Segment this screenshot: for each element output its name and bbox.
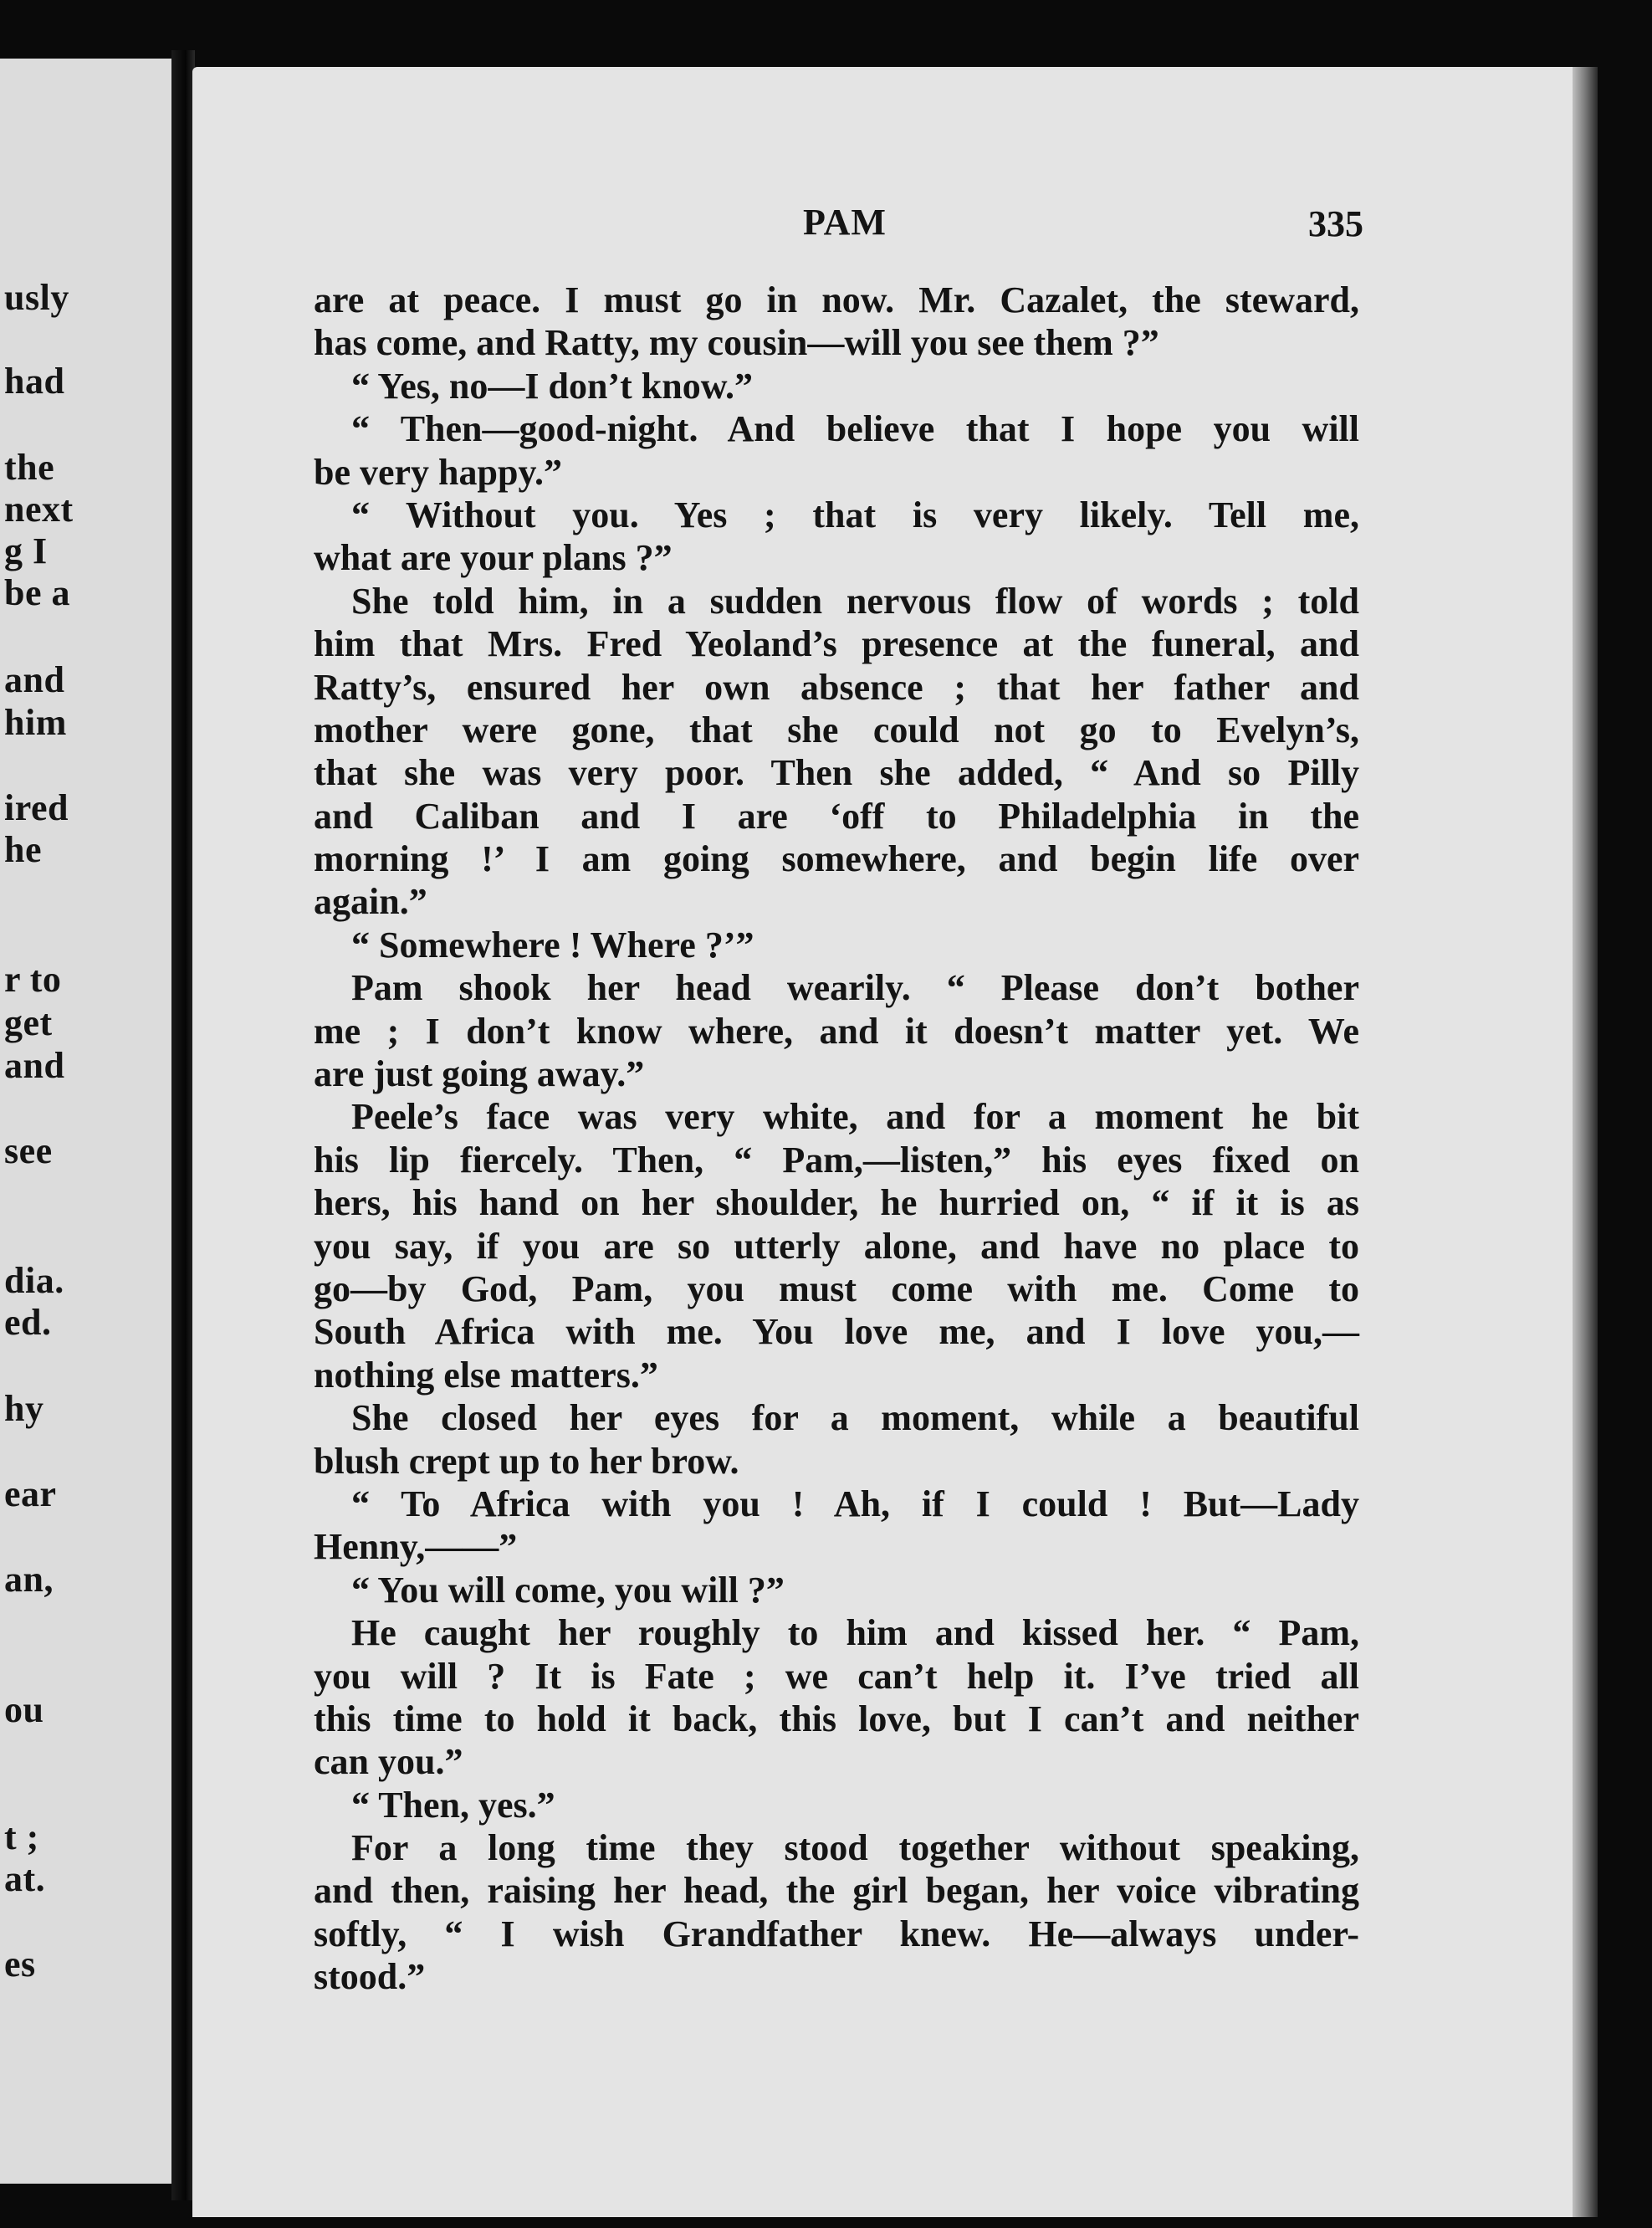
text-line: He caught her roughly to him and kissed her. “ Pam, [351, 1612, 1359, 1654]
left-page-fragment: the [4, 447, 55, 488]
left-page-fragment: an, [4, 1559, 54, 1600]
text-line: Ratty’s, ensured her own absence ; that her father and [314, 666, 1359, 708]
text-line: him that Mrs. Fred Yeoland’s presence at the funeral, and [314, 623, 1359, 665]
text-line: Henny,——” [314, 1526, 518, 1568]
text-line: you will ? It is Fate ; we can’t help it. I’ve tried all [314, 1655, 1359, 1697]
running-title: PAM [803, 202, 887, 243]
text-line: and then, raising her head, the girl began, her voice vibrating [314, 1870, 1359, 1912]
text-line: “ To Africa with you ! Ah, if I could ! But—Lady [351, 1483, 1359, 1524]
text-line: again.” [314, 881, 427, 923]
text-line: For a long time they stood together without speaking, [351, 1827, 1359, 1869]
left-page-fragment: him [4, 702, 67, 743]
facing-page-left [0, 59, 176, 2184]
text-line: this time to hold it back, this love, but I can’t and neither [314, 1698, 1359, 1739]
text-line: “ Somewhere ! Where ?’” [351, 924, 754, 965]
left-page-fragment: ear [4, 1473, 57, 1514]
left-page-fragment: ed. [4, 1302, 52, 1343]
text-line: South Africa with me. You love me, and I love you,— [314, 1311, 1359, 1353]
left-page-fragment: see [4, 1130, 53, 1171]
text-line: has come, and Ratty, my cousin—will you see them ?” [314, 322, 1159, 364]
text-line: hers, his hand on her shoulder, he hurried on, “ if it is as [314, 1182, 1359, 1224]
text-line: mother were gone, that she could not go to Evelyn’s, [314, 709, 1359, 750]
book-gutter [171, 50, 195, 2200]
text-line: “ You will come, you will ?” [351, 1569, 785, 1611]
text-line: “ Then, yes.” [351, 1784, 555, 1826]
text-line: go—by God, Pam, you must come with me. Come to [314, 1268, 1359, 1309]
body-text [314, 279, 1359, 1999]
left-page-fragment: had [4, 361, 65, 402]
text-line: his lip fiercely. Then, “ Pam,—listen,” his eyes fixed on [314, 1139, 1359, 1181]
text-line: can you.” [314, 1741, 463, 1783]
text-line: what are your plans ?” [314, 537, 673, 579]
text-line: nothing else matters.” [314, 1354, 658, 1396]
text-line: softly, “ I wish Grandfather knew. He—always under- [314, 1913, 1359, 1954]
text-line: morning !’ I am going somewhere, and begin life over [314, 838, 1359, 880]
left-page-fragment: ou [4, 1689, 44, 1730]
left-page-fragment: ired [4, 787, 69, 828]
text-line: “ Without you. Yes ; that is very likely. Tell me, [351, 494, 1359, 535]
left-page-fragment: es [4, 1944, 36, 1985]
page-edge [1573, 67, 1598, 2217]
text-line: blush crept up to her brow. [314, 1440, 739, 1482]
text-line: be very happy.” [314, 451, 563, 493]
page-header [314, 201, 1363, 251]
text-line: you say, if you are so utterly alone, and have no place to [314, 1225, 1359, 1267]
left-page-fragment: be a [4, 572, 70, 613]
text-line: me ; I don’t know where, and it doesn’t matter yet. We [314, 1010, 1359, 1052]
text-line: “ Yes, no—I don’t know.” [351, 365, 754, 407]
left-page-fragment: he [4, 829, 42, 870]
left-page-fragment: and [4, 659, 65, 700]
text-line: “ Then—good-night. And believe that I hope you will [351, 408, 1359, 450]
left-page-fragment: next [4, 489, 74, 530]
left-page-fragment: g I [4, 530, 48, 571]
text-line: stood.” [314, 1956, 426, 1998]
text-line: and Caliban and I are ‘off to Philadelphia in the [314, 795, 1359, 837]
text-line: Pam shook her head wearily. “ Please don’t bother [351, 967, 1359, 1009]
text-line: that she was very poor. Then she added, “ And so Pilly [314, 752, 1359, 794]
left-page-fragment: hy [4, 1388, 44, 1429]
left-page-fragment: and [4, 1045, 65, 1086]
left-page-fragment: usly [4, 277, 69, 318]
text-line: are at peace. I must go in now. Mr. Cazalet, the steward, [314, 279, 1359, 320]
left-page-fragment: t ; [4, 1816, 39, 1857]
left-page-fragment: at. [4, 1858, 46, 1899]
page-number: 335 [1308, 203, 1363, 244]
left-page-fragment: get [4, 1002, 53, 1043]
text-line: She closed her eyes for a moment, while a beautiful [351, 1397, 1359, 1439]
text-line: Peele’s face was very white, and for a moment he bit [351, 1096, 1359, 1138]
text-line: She told him, in a sudden nervous flow of words ; told [351, 580, 1359, 622]
left-page-fragment: r to [4, 959, 62, 1000]
text-line: are just going away.” [314, 1053, 645, 1095]
left-page-fragment: dia. [4, 1260, 64, 1301]
